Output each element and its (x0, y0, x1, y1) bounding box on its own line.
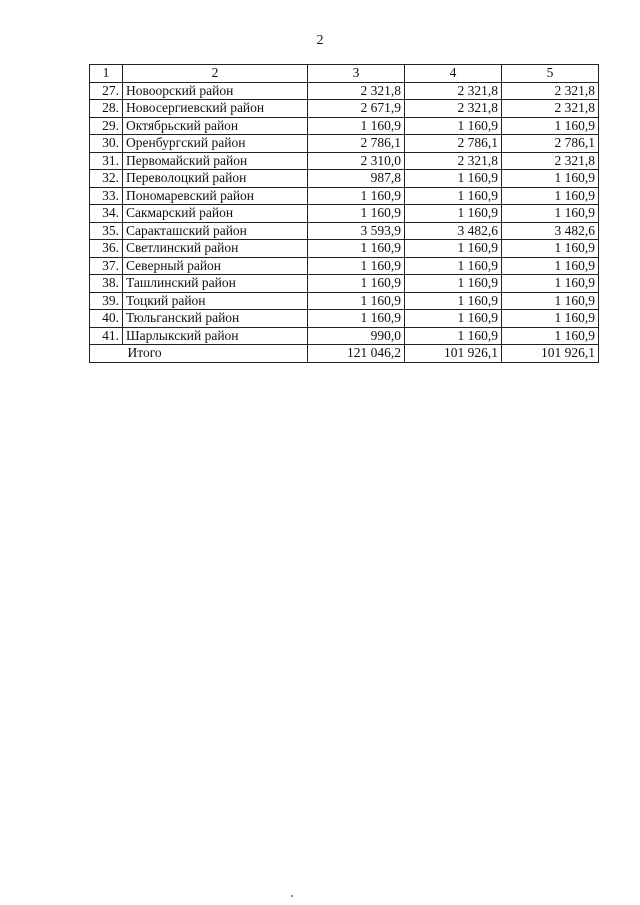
row-number-cell: 38. (90, 275, 123, 293)
value-col4-cell: 1 160,9 (405, 187, 502, 205)
row-number-cell: 41. (90, 327, 123, 345)
row-number-cell: 27. (90, 82, 123, 100)
value-col5-cell: 1 160,9 (502, 292, 599, 310)
value-col5-cell: 2 321,8 (502, 152, 599, 170)
row-number-cell: 40. (90, 310, 123, 328)
district-name-cell: Северный район (123, 257, 308, 275)
value-col3-cell: 2 786,1 (308, 135, 405, 153)
value-col5-cell: 1 160,9 (502, 170, 599, 188)
value-col3-cell: 990,0 (308, 327, 405, 345)
value-col4-cell: 2 321,8 (405, 100, 502, 118)
header-cell-col4: 4 (405, 65, 502, 83)
value-col3-cell: 1 160,9 (308, 117, 405, 135)
row-number-cell: 35. (90, 222, 123, 240)
table-row (90, 117, 599, 135)
total-row (90, 345, 599, 363)
district-name-cell: Октябрьский район (123, 117, 308, 135)
table-row (90, 135, 599, 153)
value-col4-cell: 2 321,8 (405, 152, 502, 170)
total-col5-cell: 101 926,1 (502, 345, 599, 363)
row-number-cell: 30. (90, 135, 123, 153)
value-col3-cell: 1 160,9 (308, 187, 405, 205)
budget-table (89, 64, 599, 363)
row-number-cell: 32. (90, 170, 123, 188)
row-number-cell: 31. (90, 152, 123, 170)
district-name-cell: Переволоцкий район (123, 170, 308, 188)
district-name-cell: Новосергиевский район (123, 100, 308, 118)
value-col3-cell: 2 310,0 (308, 152, 405, 170)
table-row (90, 310, 599, 328)
value-col4-cell: 1 160,9 (405, 292, 502, 310)
district-name-cell: Новоорский район (123, 82, 308, 100)
table-row (90, 292, 599, 310)
value-col4-cell: 2 321,8 (405, 82, 502, 100)
district-name-cell: Светлинский район (123, 240, 308, 258)
header-cell-col5: 5 (502, 65, 599, 83)
district-name-cell: Первомайский район (123, 152, 308, 170)
value-col3-cell: 1 160,9 (308, 257, 405, 275)
table-row (90, 205, 599, 223)
row-number-cell: 34. (90, 205, 123, 223)
table-row (90, 187, 599, 205)
district-name-cell: Саракташский район (123, 222, 308, 240)
value-col4-cell: 2 786,1 (405, 135, 502, 153)
table-row (90, 222, 599, 240)
table-row (90, 257, 599, 275)
value-col3-cell: 2 671,9 (308, 100, 405, 118)
district-name-cell: Оренбургский район (123, 135, 308, 153)
table-row (90, 170, 599, 188)
value-col4-cell: 1 160,9 (405, 310, 502, 328)
row-number-cell: 29. (90, 117, 123, 135)
value-col3-cell: 2 321,8 (308, 82, 405, 100)
value-col3-cell: 1 160,9 (308, 205, 405, 223)
value-col3-cell: 987,8 (308, 170, 405, 188)
row-number-cell: 36. (90, 240, 123, 258)
row-number-cell: 33. (90, 187, 123, 205)
value-col5-cell: 2 321,8 (502, 82, 599, 100)
total-label-cell: Итого (123, 345, 308, 363)
table-body (90, 65, 599, 363)
table-row (90, 152, 599, 170)
header-cell-col1: 1 (90, 65, 123, 83)
row-number-cell: 37. (90, 257, 123, 275)
value-col4-cell: 1 160,9 (405, 205, 502, 223)
district-name-cell: Сакмарский район (123, 205, 308, 223)
district-name-cell: Шарлыкский район (123, 327, 308, 345)
value-col4-cell: 1 160,9 (405, 275, 502, 293)
value-col5-cell: 1 160,9 (502, 327, 599, 345)
value-col4-cell: 1 160,9 (405, 257, 502, 275)
value-col5-cell: 1 160,9 (502, 240, 599, 258)
row-number-cell: 39. (90, 292, 123, 310)
value-col3-cell: 3 593,9 (308, 222, 405, 240)
scan-artifact-dot (291, 895, 293, 897)
value-col5-cell: 2 321,8 (502, 100, 599, 118)
total-number-cell (90, 345, 123, 363)
value-col3-cell: 1 160,9 (308, 310, 405, 328)
value-col4-cell: 3 482,6 (405, 222, 502, 240)
total-col4-cell: 101 926,1 (405, 345, 502, 363)
table-row (90, 82, 599, 100)
value-col5-cell: 1 160,9 (502, 275, 599, 293)
header-cell-col3: 3 (308, 65, 405, 83)
table-row (90, 327, 599, 345)
value-col5-cell: 1 160,9 (502, 117, 599, 135)
value-col5-cell: 1 160,9 (502, 205, 599, 223)
value-col4-cell: 1 160,9 (405, 117, 502, 135)
table-row (90, 100, 599, 118)
page-number: 2 (316, 33, 324, 48)
table-row (90, 240, 599, 258)
district-name-cell: Тоцкий район (123, 292, 308, 310)
district-name-cell: Ташлинский район (123, 275, 308, 293)
value-col5-cell: 1 160,9 (502, 310, 599, 328)
value-col3-cell: 1 160,9 (308, 292, 405, 310)
value-col5-cell: 1 160,9 (502, 257, 599, 275)
table-header-row (90, 65, 599, 83)
table-row (90, 275, 599, 293)
value-col3-cell: 1 160,9 (308, 275, 405, 293)
value-col5-cell: 2 786,1 (502, 135, 599, 153)
district-name-cell: Пономаревский район (123, 187, 308, 205)
value-col5-cell: 1 160,9 (502, 187, 599, 205)
total-col3-cell: 121 046,2 (308, 345, 405, 363)
row-number-cell: 28. (90, 100, 123, 118)
district-name-cell: Тюльганский район (123, 310, 308, 328)
value-col5-cell: 3 482,6 (502, 222, 599, 240)
value-col3-cell: 1 160,9 (308, 240, 405, 258)
value-col4-cell: 1 160,9 (405, 170, 502, 188)
value-col4-cell: 1 160,9 (405, 240, 502, 258)
value-col4-cell: 1 160,9 (405, 327, 502, 345)
header-cell-col2: 2 (123, 65, 308, 83)
